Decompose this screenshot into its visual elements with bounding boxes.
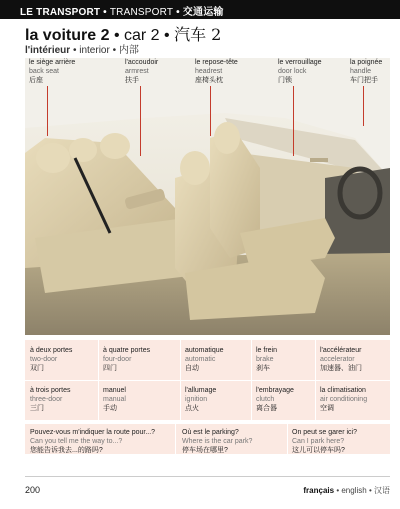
vocab-two-door	[30, 346, 72, 373]
vocab-automatic-fr: automatique	[185, 347, 224, 354]
page-number: 200	[25, 485, 41, 495]
phrase-divider-1	[175, 424, 176, 454]
vocabulary-grid	[25, 340, 390, 420]
label-back-seat-zh: 后座	[29, 77, 43, 84]
subtitle-sep-2: •	[112, 45, 117, 56]
label-door-lock	[278, 58, 322, 85]
phrase-park-here-zh: 这儿可以停车吗?	[292, 447, 345, 454]
label-headrest	[195, 58, 238, 85]
page-subtitle	[25, 41, 139, 56]
header-fr: LE TRANSPORT	[20, 7, 101, 18]
driver-seat-headrest	[214, 122, 240, 154]
vocab-ignition-fr: l'allumage	[185, 387, 217, 394]
label-back-seat-fr: le siège arrière	[29, 59, 76, 66]
label-back-seat	[29, 58, 75, 85]
header-en: TRANSPORT	[109, 7, 174, 18]
vocab-four-door-zh: 四门	[103, 365, 117, 372]
phrase-car-park	[182, 428, 252, 455]
leader-line-handle	[363, 86, 364, 126]
vocab-ignition	[185, 386, 216, 413]
vocab-two-door-en: two-door	[30, 356, 58, 363]
title-fr: la voiture 2	[25, 27, 110, 44]
vocab-accelerator-en: accelerator	[320, 356, 355, 363]
back-seat-headrest-1	[36, 143, 70, 173]
label-headrest-fr: le repose-tête	[195, 59, 238, 66]
label-armrest-en: armrest	[125, 68, 149, 75]
leader-line-back-seat	[47, 86, 48, 136]
footer-zh: 汉语	[374, 486, 390, 495]
phrase-ask-directions	[30, 428, 155, 455]
title-sep: •	[113, 27, 120, 44]
label-handle-zh: 车门把手	[350, 77, 378, 84]
section-header-bar	[0, 0, 400, 19]
phrase-ask-directions-fr: Pouvez-vous m'indiquer la route pour...?	[30, 429, 156, 436]
vocab-ignition-en: ignition	[185, 396, 208, 403]
leader-line-armrest	[140, 86, 141, 156]
title-zh: 汽车 2	[174, 25, 222, 44]
footer-sep: •	[336, 486, 340, 495]
photo-labels	[25, 58, 390, 115]
vocab-manual-fr: manuel	[103, 387, 126, 394]
vocab-accelerator-fr: l'accélérateur	[320, 347, 362, 354]
vocab-manual-zh: 手动	[103, 405, 117, 412]
vocab-brake	[256, 346, 277, 373]
vocab-brake-fr: le frein	[256, 347, 278, 354]
phrase-park-here	[292, 428, 357, 455]
label-armrest-zh: 扶手	[125, 77, 139, 84]
label-handle	[350, 58, 382, 85]
label-door-lock-zh: 门锁	[278, 77, 292, 84]
vocab-air-conditioning-zh: 空调	[320, 405, 334, 412]
label-handle-fr: la poignée	[350, 59, 383, 66]
vocab-automatic-zh: 自动	[185, 365, 199, 372]
title-en: car 2	[124, 27, 160, 44]
vocab-two-door-zh: 双门	[30, 365, 44, 372]
footer-fr: français	[303, 486, 335, 495]
vocab-air-conditioning-fr: la climatisation	[320, 387, 366, 394]
grid-col-divider-4	[315, 340, 316, 420]
phrases-box	[25, 424, 390, 454]
grid-col-divider-1	[98, 340, 99, 420]
phrase-park-here-en: Can I park here?	[292, 438, 345, 445]
title-sep-2: •	[164, 27, 170, 44]
label-door-lock-en: door lock	[278, 68, 307, 75]
vocab-four-door	[103, 346, 150, 373]
vocab-four-door-en: four-door	[103, 356, 132, 363]
vocab-air-conditioning-en: air conditioning	[320, 396, 368, 403]
subtitle-en: interior	[79, 45, 110, 56]
footer-divider	[25, 476, 390, 477]
phrase-ask-directions-en: Can you tell me the way to...?	[30, 438, 123, 445]
vocab-four-door-fr: à quatre portes	[103, 347, 151, 354]
vocab-clutch-zh: 离合器	[256, 405, 277, 412]
vocab-manual	[103, 386, 126, 413]
vocab-clutch	[256, 386, 294, 413]
vocab-accelerator-zh: 加速器、油门	[320, 365, 362, 372]
vocab-two-door-fr: à deux portes	[30, 347, 73, 354]
vocab-automatic	[185, 346, 224, 373]
subtitle-zh: 内部	[118, 45, 139, 56]
vocab-three-door-zh: 三门	[30, 405, 44, 412]
label-headrest-en: headrest	[195, 68, 223, 75]
vocab-three-door-fr: à trois portes	[30, 387, 71, 394]
front-seat-headrest	[180, 151, 210, 185]
footer-languages	[303, 485, 390, 496]
vocab-clutch-en: clutch	[256, 396, 275, 403]
phrase-car-park-zh: 停车场在哪里?	[182, 447, 228, 454]
back-seat-headrest-2	[69, 138, 97, 162]
phrase-car-park-fr: Où est le parking?	[182, 429, 239, 436]
label-handle-en: handle	[350, 68, 372, 75]
back-seat-headrest-3	[100, 133, 130, 159]
vocab-manual-en: manual	[103, 396, 126, 403]
vocab-three-door	[30, 386, 70, 413]
label-door-lock-fr: le verrouillage	[278, 59, 322, 66]
leader-line-door-lock	[293, 86, 294, 156]
vocab-accelerator	[320, 346, 362, 373]
leader-line-headrest	[210, 86, 211, 136]
phrase-car-park-en: Where is the car park?	[182, 438, 253, 445]
grid-col-divider-3	[251, 340, 252, 420]
vocab-brake-zh: 刹车	[256, 365, 270, 372]
section-header	[20, 3, 224, 18]
label-armrest-fr: l'accoudoir	[125, 59, 159, 66]
vocab-brake-en: brake	[256, 356, 274, 363]
grid-col-divider-2	[180, 340, 181, 420]
header-zh: 交通运输	[182, 7, 224, 18]
phrase-park-here-fr: On peut se garer ici?	[292, 429, 357, 436]
footer-sep-2: •	[368, 486, 372, 495]
vocab-ignition-zh: 点火	[185, 405, 199, 412]
label-headrest-zh: 座椅头枕	[195, 77, 223, 84]
door-handle	[310, 158, 328, 162]
header-sep: •	[103, 7, 107, 18]
vocab-automatic-en: automatic	[185, 356, 216, 363]
phrase-ask-directions-zh: 您能告诉我去...的路吗?	[30, 447, 103, 454]
subtitle-fr: l'intérieur	[25, 45, 71, 56]
vocab-air-conditioning	[320, 386, 367, 413]
subtitle-sep: •	[72, 45, 77, 56]
vocab-clutch-fr: l'embrayage	[256, 387, 294, 394]
header-sep-2: •	[176, 7, 180, 18]
label-back-seat-en: back seat	[29, 68, 59, 75]
phrase-divider-2	[287, 424, 288, 454]
footer-en: english	[341, 486, 367, 495]
label-armrest	[125, 58, 158, 85]
vocab-three-door-en: three-door	[30, 396, 63, 403]
grid-row-divider	[25, 380, 390, 381]
